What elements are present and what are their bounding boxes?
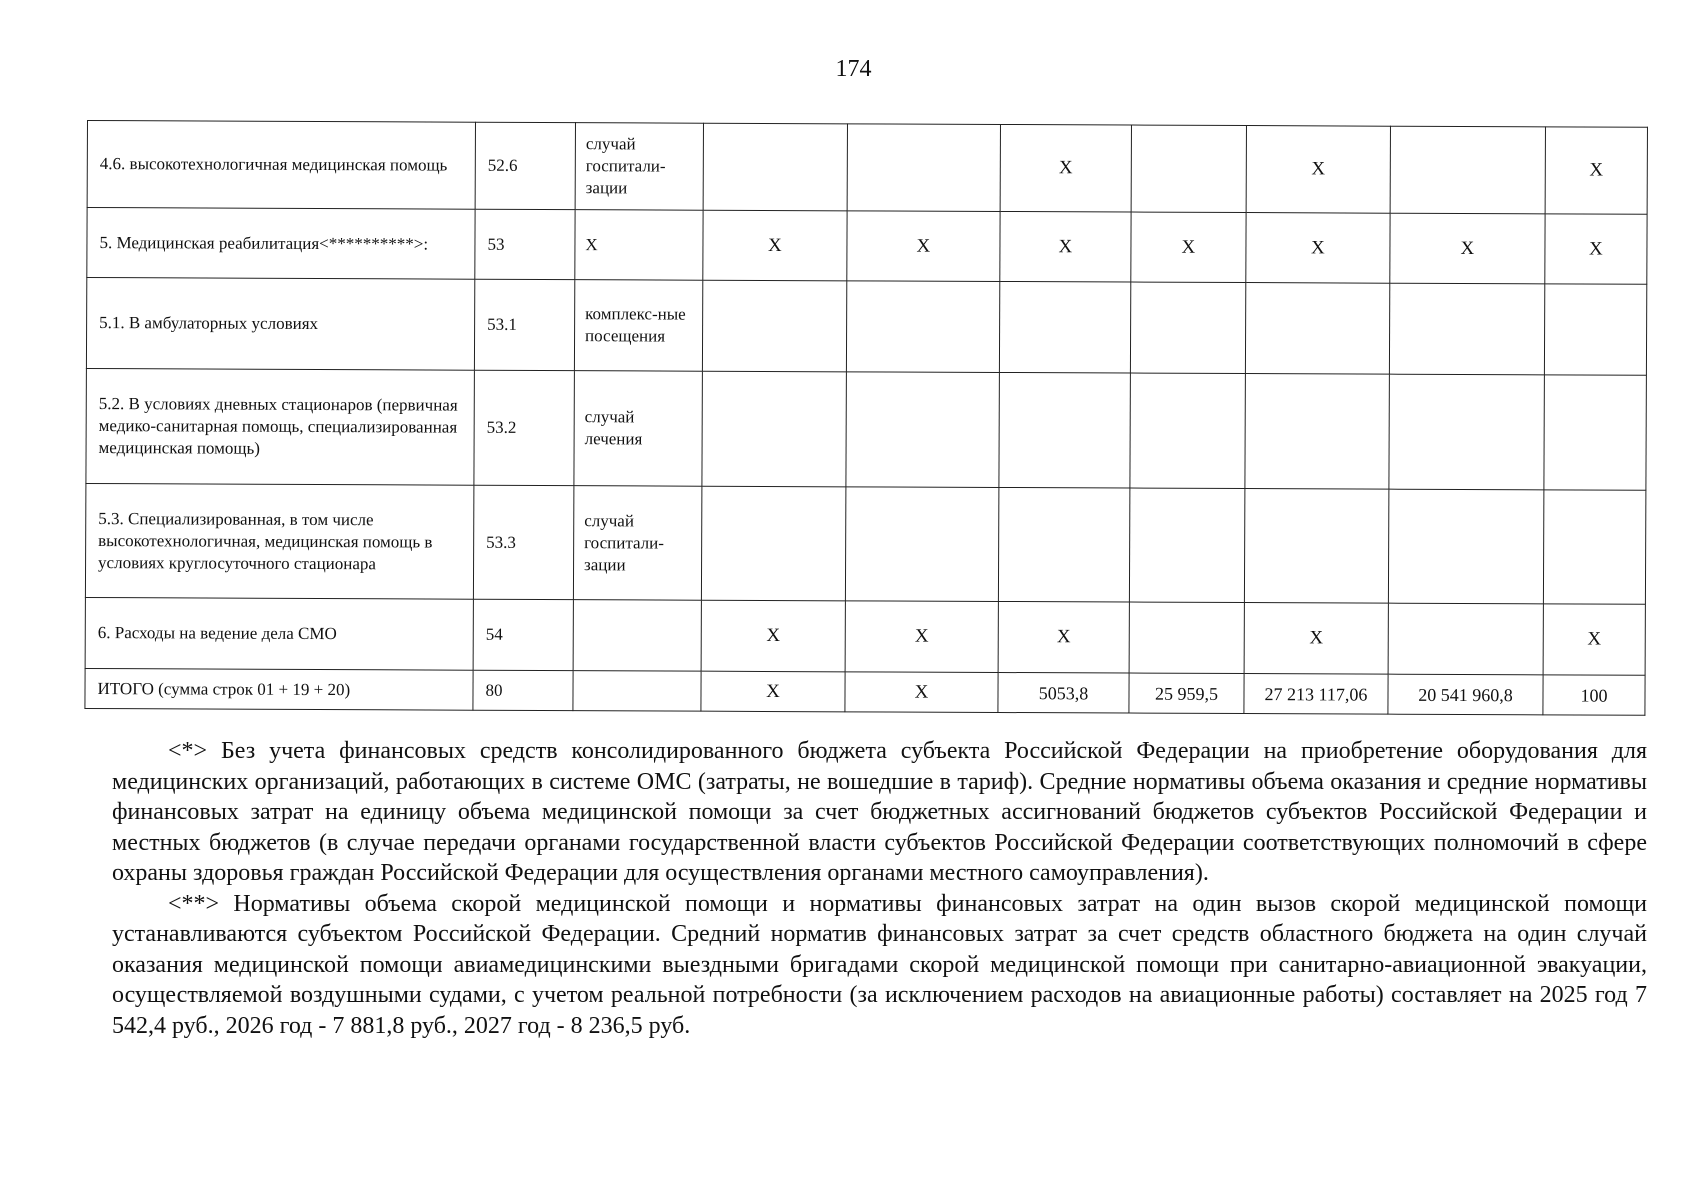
value-cell: Х (1543, 604, 1645, 675)
table-row (86, 278, 1646, 376)
value-cell (846, 372, 1000, 488)
table-row-total (85, 668, 1645, 715)
value-cell (999, 372, 1131, 488)
table-row (86, 368, 1646, 490)
value-cell (1245, 374, 1390, 490)
row-name-cell: 6. Расходы на ведение дела СМО (85, 597, 473, 670)
value-cell: 5053,8 (998, 672, 1129, 713)
value-cell (1131, 125, 1246, 213)
page-number: 174 (835, 56, 872, 82)
unit-cell: случай госпитали-зации (575, 123, 703, 211)
row-code-cell: 53 (475, 209, 575, 279)
value-cell: Х (1390, 213, 1545, 284)
value-cell (846, 281, 999, 373)
value-cell (1388, 489, 1543, 604)
table-row (85, 483, 1645, 604)
value-cell (1245, 283, 1389, 375)
value-cell: Х (701, 600, 845, 672)
value-cell: Х (1246, 126, 1390, 214)
table-row (85, 597, 1645, 675)
value-cell (999, 281, 1130, 373)
value-cell (703, 123, 847, 211)
value-cell: Х (1545, 127, 1647, 214)
row-name-cell: 5. Медицинская реабилитация<**********>: (87, 208, 475, 280)
norms-table (84, 120, 1648, 716)
footnote-2: <**> Нормативы объема скорой медицинской помощи и нормативы финансовых затрат на один вызов скорой медицинской помощи устанавливаются субъектом Российской Федерации. Средний норматив финансовых затрат за счет средств областного бюджета на один случай оказания медицинской помощи авиамедицинскими выездными бригадами скорой медицинской помощи при санитарно-авиационной эвакуации, осуществляемой воздушными судами, с учетом реальной потребности (за исключением расходов на авиационные работы) составляет на 2025 год 7 542,4 руб., 2026 год - 7 881,8 руб., 2027 год - 8 236,5 руб. (112, 890, 1647, 1039)
value-cell: 100 (1543, 675, 1645, 715)
value-cell (1130, 282, 1245, 374)
value-cell (1543, 490, 1645, 604)
table-row (87, 208, 1647, 285)
value-cell: Х (1000, 211, 1131, 282)
value-cell: 25 959,5 (1129, 673, 1244, 714)
value-cell: Х (1246, 213, 1390, 284)
value-cell (1389, 374, 1545, 490)
row-name-cell: 5.2. В условиях дневных стационаров (первичная медико-санитарная помощь, специализированная медицинская помощь) (86, 368, 474, 485)
unit-cell: Х (575, 210, 703, 281)
value-cell (702, 280, 846, 372)
unit-cell (573, 671, 701, 712)
value-cell (1244, 489, 1388, 604)
row-code-cell: 52.6 (475, 122, 575, 209)
value-cell: Х (998, 601, 1129, 673)
value-cell (847, 124, 1000, 212)
unit-cell: комплекс-ные посещения (574, 280, 702, 372)
value-cell: 20 541 960,8 (1388, 674, 1543, 715)
value-cell: Х (845, 672, 998, 713)
row-code-cell: 53.1 (474, 279, 574, 370)
value-cell: Х (1131, 212, 1246, 283)
value-cell (1388, 603, 1543, 675)
table-row (87, 121, 1647, 215)
value-cell: Х (1000, 124, 1131, 212)
value-cell (998, 487, 1129, 602)
row-name-cell: 5.3. Специализированная, в том числе высокотехнологичная, медицинская помощь в условиях круглосуточного стационара (85, 483, 473, 599)
unit-cell (573, 600, 701, 672)
unit-cell: случай лечения (574, 371, 703, 487)
value-cell: Х (701, 671, 845, 712)
row-name-cell: 5.1. В амбулаторных условиях (86, 278, 474, 371)
row-code-cell: 54 (473, 599, 573, 670)
value-cell (1544, 375, 1647, 490)
value-cell (1389, 283, 1544, 375)
value-cell: Х (845, 601, 998, 673)
value-cell (845, 487, 998, 602)
row-code-cell: 53.3 (473, 485, 573, 599)
value-cell: Х (1545, 214, 1647, 284)
value-cell (702, 371, 847, 487)
value-cell: Х (847, 211, 1000, 282)
value-cell: 27 213 117,06 (1244, 674, 1388, 715)
row-name-cell: ИТОГО (сумма строк 01 + 19 + 20) (85, 668, 473, 710)
value-cell (1129, 488, 1244, 603)
row-code-cell: 80 (473, 670, 573, 710)
footnote-1: <*> Без учета финансовых средств консолидированного бюджета субъекта Российской Федерации на приобретение оборудования для медицинских организаций, работающих в системе ОМС (затраты, не вошедшие в тариф). Средние нормативы объема оказания и средние нормативы финансовых затрат на единицу объема медицинской помощи за счет бюджетных ассигнований бюджетов субъектов Российской Федерации и местных бюджетов (в случае передачи органами государственной власти субъектов Российской Федерации соответствующих полномочий в сфере охраны здоровья граждан Российской Федерации для осуществления органами местного самоуправления). (112, 738, 1647, 886)
unit-cell: случай госпитали-зации (573, 486, 701, 601)
value-cell: Х (703, 210, 847, 281)
value-cell (701, 486, 845, 601)
row-name-cell: 4.6. высокотехнологичная медицинская помощь (87, 121, 475, 210)
row-code-cell: 53.2 (474, 370, 575, 485)
value-cell (1390, 126, 1545, 214)
value-cell (1544, 284, 1646, 375)
value-cell (1130, 373, 1246, 489)
value-cell (1129, 602, 1244, 674)
footnotes (112, 736, 1647, 1041)
value-cell: Х (1244, 603, 1388, 675)
